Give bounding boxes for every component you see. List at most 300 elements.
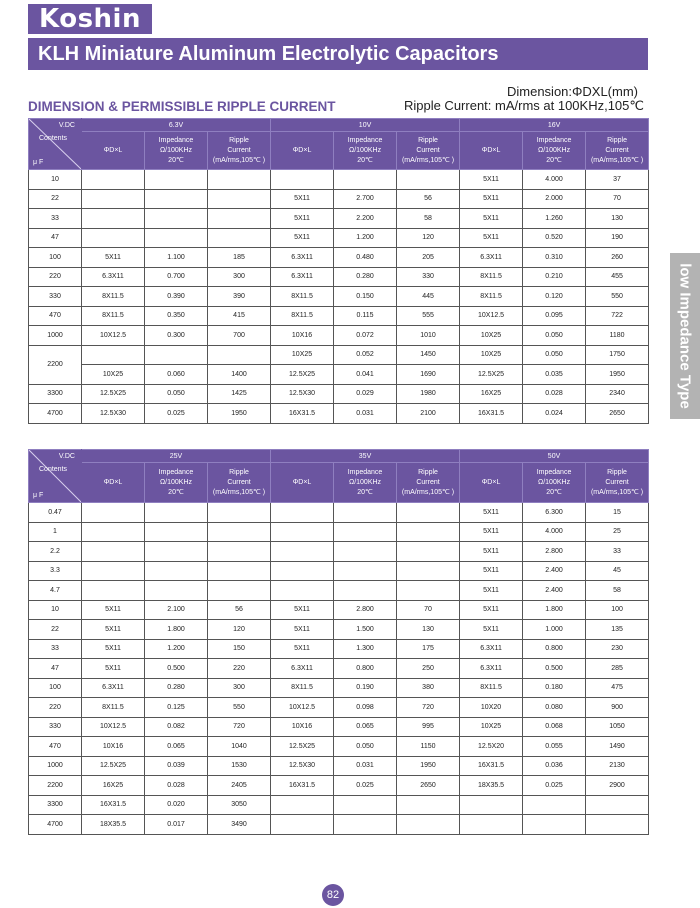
dxl-cell: 10X20	[460, 698, 523, 718]
dxl-cell: 6.3X11	[271, 659, 334, 679]
dxl-cell: 5X11	[82, 600, 145, 620]
dxl-cell: 10X25	[460, 326, 523, 346]
dxl-cell: 8X11.5	[460, 678, 523, 698]
dxl-cell: 5X11	[82, 659, 145, 679]
table-row	[29, 678, 649, 698]
dxl-header: ΦD×L	[82, 463, 145, 503]
dxl-cell: 5X11	[271, 639, 334, 659]
dxl-cell: 10X16	[82, 737, 145, 757]
impedance-cell: 0.024	[523, 404, 586, 424]
capacitance-cell: 470	[29, 737, 82, 757]
impedance-cell	[334, 561, 397, 581]
impedance-cell: 0.028	[523, 384, 586, 404]
capacitance-cell: 330	[29, 287, 82, 307]
ripple-cell: 455	[586, 267, 649, 287]
dxl-cell: 10X25	[271, 345, 334, 365]
impedance-cell: 0.350	[145, 306, 208, 326]
capacitance-cell: 2200	[29, 345, 82, 384]
ripple-cell: 3050	[208, 795, 271, 815]
capacitance-cell: 47	[29, 659, 82, 679]
impedance-cell: 4.000	[523, 170, 586, 190]
impedance-header	[145, 463, 208, 503]
table-row	[29, 228, 649, 248]
dxl-cell: 10X25	[460, 345, 523, 365]
dxl-cell: 12.5X25	[82, 756, 145, 776]
ripple-header-line: (mA/rms,105℃ )	[212, 488, 266, 496]
table-row	[29, 326, 649, 346]
ripple-cell	[208, 581, 271, 601]
dxl-cell: 8X11.5	[82, 698, 145, 718]
ripple-header-line: (mA/rms,105℃ )	[590, 156, 644, 164]
impedance-cell: 1.000	[523, 620, 586, 640]
side-tab-label: low Impedance Type	[676, 263, 694, 409]
capacitance-cell: 4700	[29, 815, 82, 835]
impedance-cell: 0.050	[334, 737, 397, 757]
ripple-header	[397, 132, 460, 170]
ripple-header-line: Current	[416, 478, 440, 486]
impedance-cell: 0.065	[334, 717, 397, 737]
ripple-cell: 56	[208, 600, 271, 620]
capacitance-cell: 47	[29, 228, 82, 248]
dxl-cell: 12.5X25	[271, 737, 334, 757]
ripple-header-line: (mA/rms,105℃ )	[590, 488, 644, 496]
table-row	[29, 756, 649, 776]
dxl-cell: 5X11	[460, 600, 523, 620]
impedance-cell	[145, 542, 208, 562]
ripple-cell: 250	[397, 659, 460, 679]
dxl-cell: 6.3X11	[82, 678, 145, 698]
dxl-cell: 5X11	[460, 581, 523, 601]
impedance-cell: 0.041	[334, 365, 397, 385]
page-title-banner: KLH Miniature Aluminum Electrolytic Capacitors	[28, 38, 648, 70]
impedance-header-line: Ω/100KHz	[348, 146, 382, 154]
impedance-header-line: 20℃	[546, 156, 562, 164]
ripple-cell: 285	[586, 659, 649, 679]
ripple-header-line: Ripple	[418, 136, 438, 144]
ripple-cell: 1950	[397, 756, 460, 776]
dxl-cell: 5X11	[82, 248, 145, 268]
ripple-cell: 1750	[586, 345, 649, 365]
capacitance-cell: 2200	[29, 776, 82, 796]
voltage-header: 6.3V	[82, 119, 271, 132]
dxl-cell	[82, 542, 145, 562]
impedance-cell: 0.065	[145, 737, 208, 757]
dxl-cell: 10X12.5	[271, 698, 334, 718]
table-row	[29, 581, 649, 601]
impedance-cell	[334, 522, 397, 542]
impedance-cell: 2.700	[334, 189, 397, 209]
dxl-header: ΦD×L	[460, 463, 523, 503]
dxl-cell	[271, 522, 334, 542]
contents-label: Contents	[39, 466, 68, 473]
ripple-cell: 205	[397, 248, 460, 268]
brand-logo: Koshin	[28, 4, 152, 34]
ripple-cell: 100	[586, 600, 649, 620]
capacitance-cell: 470	[29, 306, 82, 326]
impedance-cell	[145, 189, 208, 209]
ripple-cell: 120	[208, 620, 271, 640]
ripple-header	[208, 463, 271, 503]
dxl-cell: 8X11.5	[82, 306, 145, 326]
impedance-cell	[334, 815, 397, 835]
impedance-cell: 0.025	[523, 776, 586, 796]
dxl-cell	[271, 581, 334, 601]
ripple-cell: 2405	[208, 776, 271, 796]
impedance-cell: 0.029	[334, 384, 397, 404]
dxl-cell: 10X12.5	[82, 717, 145, 737]
ripple-cell	[208, 189, 271, 209]
header-corner	[29, 119, 82, 170]
ripple-cell: 220	[208, 659, 271, 679]
impedance-cell: 0.520	[523, 228, 586, 248]
ripple-cell: 1980	[397, 384, 460, 404]
ripple-cell: 15	[586, 503, 649, 523]
ripple-header-line: Ripple	[607, 136, 627, 144]
capacitance-cell: 33	[29, 639, 82, 659]
impedance-header-line: Impedance	[158, 468, 194, 476]
impedance-cell: 0.055	[523, 737, 586, 757]
impedance-cell: 0.210	[523, 267, 586, 287]
ripple-cell: 1530	[208, 756, 271, 776]
capacitance-cell: 4700	[29, 404, 82, 424]
dxl-cell: 8X11.5	[271, 287, 334, 307]
capacitance-cell: 10	[29, 600, 82, 620]
capacitance-cell: 22	[29, 189, 82, 209]
table-row	[29, 639, 649, 659]
dxl-cell: 5X11	[460, 542, 523, 562]
ripple-cell	[586, 795, 649, 815]
impedance-cell: 2.200	[334, 209, 397, 229]
impedance-header-line: 20℃	[357, 488, 373, 496]
impedance-header-line: Impedance	[347, 136, 383, 144]
page-number: 82	[322, 884, 344, 906]
ripple-cell: 1950	[586, 365, 649, 385]
ripple-cell: 720	[208, 717, 271, 737]
ripple-header-line: (mA/rms,105℃ )	[401, 488, 455, 496]
ripple-cell: 58	[586, 581, 649, 601]
impedance-cell	[334, 503, 397, 523]
dxl-cell: 8X11.5	[82, 287, 145, 307]
ripple-header-line: Current	[227, 146, 251, 154]
ripple-cell: 1180	[586, 326, 649, 346]
capacitance-cell: 3.3	[29, 561, 82, 581]
ripple-cell: 300	[208, 267, 271, 287]
ripple-cell: 722	[586, 306, 649, 326]
dxl-cell: 16X25	[82, 776, 145, 796]
ripple-header-line: Current	[605, 146, 629, 154]
ripple-cell: 45	[586, 561, 649, 581]
capacitance-cell: 1	[29, 522, 82, 542]
impedance-cell: 0.017	[145, 815, 208, 835]
impedance-cell: 1.100	[145, 248, 208, 268]
ripple-cell	[586, 815, 649, 835]
impedance-cell: 1.800	[145, 620, 208, 640]
ripple-cell	[208, 561, 271, 581]
capacitance-cell: 100	[29, 678, 82, 698]
impedance-cell	[334, 581, 397, 601]
dxl-cell: 5X11	[82, 639, 145, 659]
impedance-cell: 0.500	[145, 659, 208, 679]
capacitance-cell: 330	[29, 717, 82, 737]
dxl-cell: 5X11	[460, 189, 523, 209]
voltage-header: 10V	[271, 119, 460, 132]
table-row	[29, 522, 649, 542]
ripple-cell: 3490	[208, 815, 271, 835]
ripple-header	[586, 132, 649, 170]
dxl-cell: 6.3X11	[460, 659, 523, 679]
impedance-cell: 0.031	[334, 404, 397, 424]
dxl-cell	[82, 581, 145, 601]
impedance-cell	[145, 345, 208, 365]
table-row	[29, 659, 649, 679]
impedance-cell: 2.400	[523, 561, 586, 581]
table-row	[29, 365, 649, 385]
ripple-header-line: (mA/rms,105℃ )	[212, 156, 266, 164]
dxl-cell: 5X11	[460, 620, 523, 640]
dxl-cell: 5X11	[460, 170, 523, 190]
impedance-cell: 0.800	[523, 639, 586, 659]
impedance-cell: 2.800	[523, 542, 586, 562]
ripple-cell	[208, 522, 271, 542]
ripple-cell	[208, 345, 271, 365]
capacitance-cell: 2.2	[29, 542, 82, 562]
ripple-cell	[208, 228, 271, 248]
dxl-cell: 6.3X11	[271, 267, 334, 287]
impedance-header-line: Ω/100KHz	[538, 146, 571, 154]
dxl-header: ΦD×L	[271, 132, 334, 170]
capacitance-cell: 1000	[29, 326, 82, 346]
capacitance-cell: 33	[29, 209, 82, 229]
impedance-cell: 1.260	[523, 209, 586, 229]
capacitance-cell: 3300	[29, 384, 82, 404]
ripple-cell: 2130	[586, 756, 649, 776]
table-row	[29, 776, 649, 796]
dxl-cell: 16X31.5	[460, 756, 523, 776]
impedance-cell: 0.115	[334, 306, 397, 326]
impedance-cell: 0.390	[145, 287, 208, 307]
ripple-cell	[397, 581, 460, 601]
ripple-cell: 2650	[586, 404, 649, 424]
ripple-cell: 415	[208, 306, 271, 326]
dxl-cell: 12.5X25	[271, 365, 334, 385]
impedance-cell	[145, 209, 208, 229]
ripple-cell: 2100	[397, 404, 460, 424]
ripple-cell: 260	[586, 248, 649, 268]
ripple-cell	[208, 209, 271, 229]
ripple-table-low-voltage	[28, 118, 649, 424]
table-row	[29, 345, 649, 365]
impedance-cell: 0.190	[334, 678, 397, 698]
dxl-cell: 12.5X20	[460, 737, 523, 757]
ripple-cell: 380	[397, 678, 460, 698]
impedance-cell: 0.031	[334, 756, 397, 776]
ripple-cell: 900	[586, 698, 649, 718]
impedance-cell: 2.400	[523, 581, 586, 601]
dxl-cell: 6.3X11	[82, 267, 145, 287]
header-corner	[29, 450, 82, 503]
dxl-cell	[82, 170, 145, 190]
impedance-cell: 0.020	[145, 795, 208, 815]
table-row	[29, 189, 649, 209]
ripple-cell	[397, 542, 460, 562]
capacitance-cell: 3300	[29, 795, 82, 815]
impedance-cell: 0.028	[145, 776, 208, 796]
ripple-cell	[208, 542, 271, 562]
capacitance-cell: 100	[29, 248, 82, 268]
dxl-cell	[82, 561, 145, 581]
dxl-cell: 10X25	[460, 717, 523, 737]
dxl-cell	[82, 345, 145, 365]
ripple-cell: 390	[208, 287, 271, 307]
ripple-cell: 58	[397, 209, 460, 229]
dxl-cell: 10X16	[271, 717, 334, 737]
dxl-cell	[271, 815, 334, 835]
impedance-cell	[523, 795, 586, 815]
capacitance-cell: 220	[29, 267, 82, 287]
impedance-cell	[523, 815, 586, 835]
ripple-cell: 1040	[208, 737, 271, 757]
ripple-header-line: Current	[416, 146, 440, 154]
dxl-cell: 5X11	[460, 209, 523, 229]
ripple-cell: 1690	[397, 365, 460, 385]
voltage-header: 50V	[460, 450, 649, 463]
impedance-cell: 0.125	[145, 698, 208, 718]
impedance-cell: 0.095	[523, 306, 586, 326]
ripple-cell: 995	[397, 717, 460, 737]
ripple-cell	[208, 503, 271, 523]
ripple-header-line: Ripple	[229, 136, 249, 144]
impedance-header-line: Impedance	[536, 468, 572, 476]
ripple-cell: 1050	[586, 717, 649, 737]
impedance-header	[145, 132, 208, 170]
impedance-cell: 0.150	[334, 287, 397, 307]
impedance-cell: 0.050	[523, 345, 586, 365]
dxl-cell	[82, 522, 145, 542]
impedance-header-line: 20℃	[168, 488, 184, 496]
ripple-cell: 1950	[208, 404, 271, 424]
dxl-cell	[82, 228, 145, 248]
impedance-cell	[145, 581, 208, 601]
ripple-cell: 1490	[586, 737, 649, 757]
impedance-cell: 0.035	[523, 365, 586, 385]
impedance-cell: 0.080	[523, 698, 586, 718]
dxl-cell	[271, 561, 334, 581]
impedance-cell: 0.025	[145, 404, 208, 424]
ripple-cell: 300	[208, 678, 271, 698]
impedance-cell: 0.060	[145, 365, 208, 385]
impedance-cell: 1.200	[145, 639, 208, 659]
dxl-cell	[271, 542, 334, 562]
ripple-cell: 475	[586, 678, 649, 698]
impedance-cell	[145, 228, 208, 248]
impedance-header-line: 20℃	[168, 156, 184, 164]
ripple-cell: 555	[397, 306, 460, 326]
dxl-cell: 16X31.5	[271, 776, 334, 796]
table-row	[29, 542, 649, 562]
impedance-cell	[145, 522, 208, 542]
impedance-header-line: Impedance	[158, 136, 194, 144]
table-row	[29, 815, 649, 835]
ripple-cell: 2900	[586, 776, 649, 796]
dxl-cell: 12.5X30	[271, 756, 334, 776]
ripple-cell	[397, 795, 460, 815]
ripple-cell: 1150	[397, 737, 460, 757]
uf-label: μ F	[33, 492, 44, 499]
impedance-cell: 1.500	[334, 620, 397, 640]
dxl-cell: 5X11	[460, 228, 523, 248]
ripple-cell: 56	[397, 189, 460, 209]
table-row	[29, 209, 649, 229]
ripple-header	[397, 463, 460, 503]
impedance-cell: 0.050	[523, 326, 586, 346]
ripple-cell: 445	[397, 287, 460, 307]
table-row	[29, 698, 649, 718]
table-row	[29, 561, 649, 581]
impedance-header	[523, 132, 586, 170]
table-row	[29, 795, 649, 815]
table-row	[29, 267, 649, 287]
dxl-cell: 12.5X25	[82, 384, 145, 404]
ripple-cell: 330	[397, 267, 460, 287]
dxl-cell: 12.5X25	[460, 365, 523, 385]
ripple-header-line: (mA/rms,105℃ )	[401, 156, 455, 164]
impedance-cell: 2.100	[145, 600, 208, 620]
impedance-cell: 0.050	[145, 384, 208, 404]
ripple-header-line: Ripple	[607, 468, 627, 476]
ripple-cell: 70	[586, 189, 649, 209]
impedance-header	[523, 463, 586, 503]
dxl-cell: 5X11	[271, 189, 334, 209]
ripple-cell: 190	[586, 228, 649, 248]
ripple-header	[208, 132, 271, 170]
ripple-cell: 120	[397, 228, 460, 248]
impedance-cell	[145, 503, 208, 523]
dxl-cell	[271, 503, 334, 523]
table-row	[29, 717, 649, 737]
dxl-cell	[460, 795, 523, 815]
ripple-header-line: Current	[605, 478, 629, 486]
ripple-header-line: Ripple	[229, 468, 249, 476]
dxl-cell: 12.5X30	[82, 404, 145, 424]
ripple-cell	[208, 170, 271, 190]
impedance-cell: 0.280	[334, 267, 397, 287]
dxl-cell: 18X35.5	[460, 776, 523, 796]
dxl-cell	[271, 170, 334, 190]
dxl-cell: 16X31.5	[460, 404, 523, 424]
impedance-cell: 1.300	[334, 639, 397, 659]
dxl-cell: 6.3X11	[460, 248, 523, 268]
impedance-cell: 0.082	[145, 717, 208, 737]
impedance-cell: 0.072	[334, 326, 397, 346]
table-row	[29, 600, 649, 620]
voltage-header: 16V	[460, 119, 649, 132]
dxl-cell	[82, 503, 145, 523]
section-title: DIMENSION & PERMISSIBLE RIPPLE CURRENT	[28, 99, 336, 114]
dxl-cell: 16X31.5	[82, 795, 145, 815]
dxl-cell: 10X12.5	[82, 326, 145, 346]
impedance-cell	[145, 170, 208, 190]
ripple-cell: 70	[397, 600, 460, 620]
impedance-header-line: Impedance	[347, 468, 383, 476]
impedance-header-line: Impedance	[536, 136, 572, 144]
vdc-label: V.DC	[58, 453, 75, 460]
ripple-cell: 2340	[586, 384, 649, 404]
voltage-header: 25V	[82, 450, 271, 463]
ripple-cell: 550	[586, 287, 649, 307]
dxl-cell: 6.3X11	[460, 639, 523, 659]
ripple-cell: 1400	[208, 365, 271, 385]
contents-label: Contents	[39, 135, 68, 142]
